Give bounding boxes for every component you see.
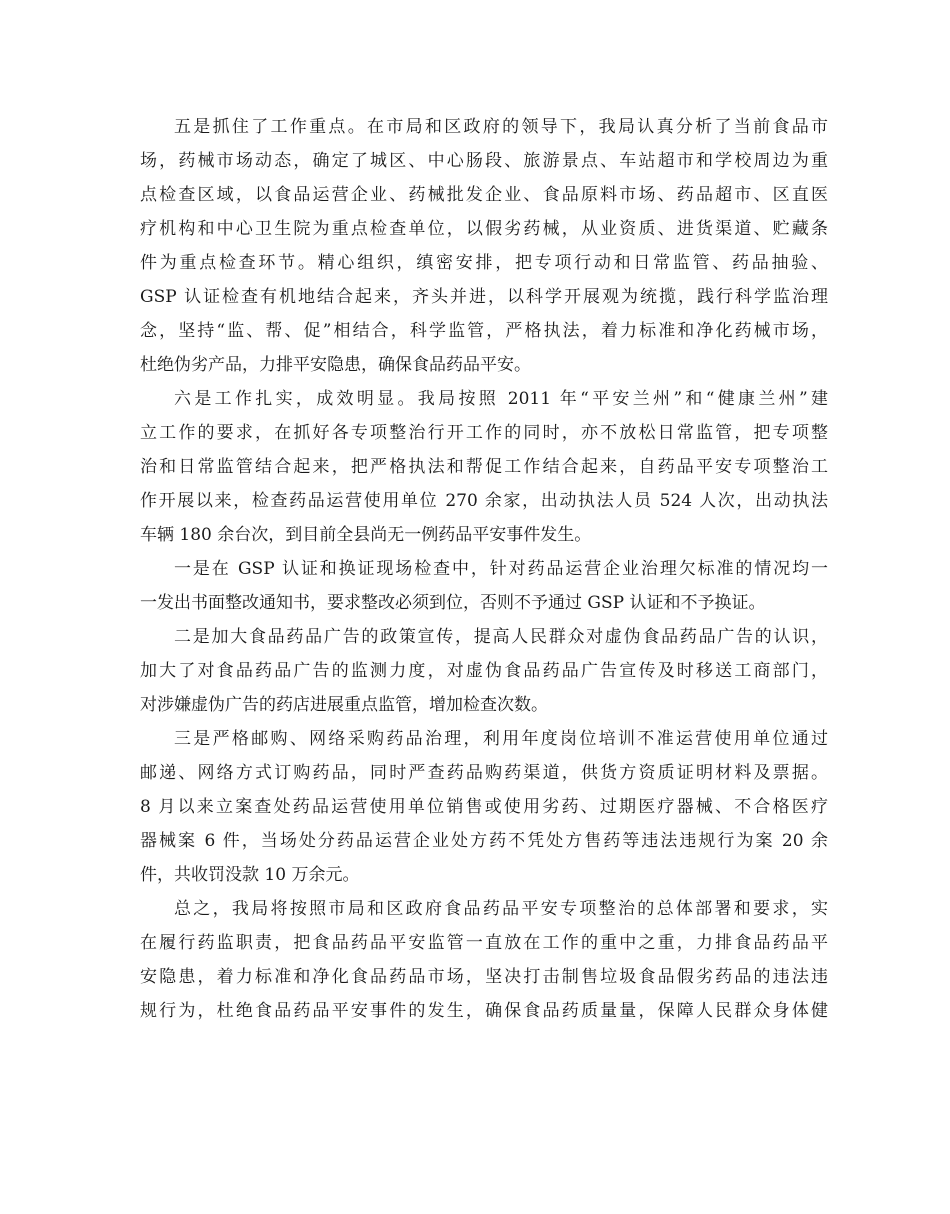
paragraph-line: 一发出书面整改通知书，要求整改必须到位，否则不予通过 GSP 认证和不予换证。: [140, 593, 766, 613]
paragraph-line: 邮递、网络方式订购药品，同时严查药品购药渠道，供货方资质证明材料及票据。: [140, 763, 828, 783]
paragraph-line: 三是严格邮购、网络采购药品治理，利用年度岗位培训不准运营使用单位通过: [174, 729, 828, 749]
paragraph-line: 件为重点检查环节。精心组织，缜密安排，把专项行动和日常监管、药品抽验、: [140, 253, 828, 273]
paragraph-line: 疗机构和中心卫生院为重点检查单位，以假劣药械，从业资质、进货渠道、贮藏条: [140, 219, 828, 239]
paragraph-line: 作开展以来，检查药品运营使用单位 270 余家，出动执法人员 524 人次，出动执法: [140, 491, 828, 511]
paragraph-line: 一是在 GSP 认证和换证现场检查中，针对药品运营企业治理欠标准的情况均一: [174, 559, 828, 579]
paragraph-line: 对涉嫌虚伪广告的药店进展重点监管，增加检查次数。: [140, 695, 548, 715]
paragraph-line: GSP 认证检查有机地结合起来，齐头并进，以科学开展观为统揽，践行科学监治理: [140, 287, 828, 307]
paragraph-line: 点检查区域，以食品运营企业、药械批发企业、食品原料市场、药品超市、区直医: [140, 185, 828, 205]
paragraph-line: 安隐患，着力标准和净化食品药品市场，坚决打击制售垃圾食品假劣药品的违法违: [140, 967, 828, 987]
paragraph-line: 念，坚持“监、帮、促”相结合，科学监管，严格执法，着力标准和净化药械市场，: [140, 321, 828, 341]
paragraph-line: 件，共收罚没款 10 万余元。: [140, 865, 360, 885]
paragraph-line: 立工作的要求，在抓好各专项整治行开工作的同时，亦不放松日常监管，把专项整: [140, 423, 828, 443]
paragraph-line: 二是加大食品药品广告的政策宣传，提高人民群众对虚伪食品药品广告的认识，: [174, 627, 828, 647]
paragraph-line: 杜绝伪劣产品，力排平安隐患，确保食品药品平安。: [140, 355, 531, 375]
paragraph-line: 场，药械市场动态，确定了城区、中心肠段、旅游景点、车站超市和学校周边为重: [140, 151, 828, 171]
paragraph-line: 五是抓住了工作重点。在市局和区政府的领导下，我局认真分析了当前食品市: [174, 117, 828, 137]
paragraph-line: 加大了对食品药品广告的监测力度，对虚伪食品药品广告宣传及时移送工商部门，: [140, 661, 828, 681]
paragraph-line: 六是工作扎实，成效明显。我局按照 2011 年“平安兰州”和“健康兰州”建: [174, 389, 828, 409]
paragraph-line: 总之，我局将按照市局和区政府食品药品平安专项整治的总体部署和要求，实: [174, 899, 828, 919]
paragraph-line: 治和日常监管结合起来，把严格执法和帮促工作结合起来，自药品平安专项整治工: [140, 457, 828, 477]
document-body: [140, 110, 828, 1028]
paragraph-line: 8 月以来立案查处药品运营使用单位销售或使用劣药、过期医疗器械、不合格医疗: [140, 797, 828, 817]
paragraph-line: 在履行药监职责，把食品药品平安监管一直放在工作的重中之重，力排食品药品平: [140, 933, 828, 953]
paragraph-line: 规行为，杜绝食品药品平安事件的发生，确保食品药质量量，保障人民群众身体健: [140, 1001, 828, 1021]
paragraph-line: 车辆 180 余台次，到目前全县尚无一例药品平安事件发生。: [140, 525, 592, 545]
paragraph-line: 器械案 6 件，当场处分药品运营企业处方药不凭处方售药等违法违规行为案 20 余: [140, 831, 828, 851]
